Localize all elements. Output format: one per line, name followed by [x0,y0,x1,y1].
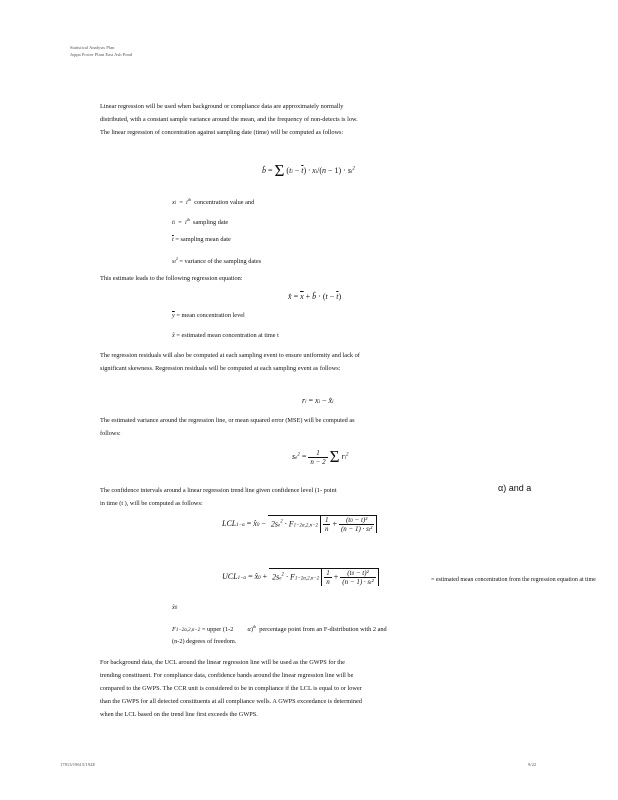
confidence-paragraph: The confidence intervals around a linear regression trend line given confidence level (1- point in time (t ), will be computed as follows: [100,487,337,507]
mse-equation: $se^2$ = $\frac{1}{n - 2}$ Σ $ri^2$ [292,447,349,466]
doc-header-subtitle: Joppa Power Plant East Ash Pond [70,52,133,57]
intro-paragraph: Linear regression will be used when background or compliance data are approximately normally distributed, with a constant sample variance around the mean, and the frequency of non-detects is low. The linear regression of concentration against sampling date (time) will be computed as follows: [100,103,358,136]
definition-tbar-text: = sampling mean date [175,236,231,243]
definition-x-text: concentration value and [194,199,255,207]
ucl-note: = estimated mean concentration from the regression equation at time [431,577,596,583]
slope-equation: b̂ = Σ $(ti - \overline{t}) \cdot xi/(n - 1) \cdot st^2$ [262,161,355,180]
definition-x0: x̂0 [172,604,178,611]
definition-fdist-text-b: percentage point from an F-distribution with 2 and [259,626,387,634]
definition-ybar: $\overline{y}$ = mean concentration level [172,312,245,319]
residuals-paragraph: The regression residuals will also be computed at each sampling event to ensure uniformity and lack of significant skewness. Regression residuals will be computed at each sampling event as follows: [100,352,360,372]
definition-t-text: sampling date [193,219,229,227]
footer-doc-id: 17813/19615/192E [60,762,96,767]
definition-x: xi = $i^{th}$ concentration value and [172,197,255,207]
doc-header-title: Statistical Analysis Plan [70,45,115,50]
mse-paragraph: The estimated variance around the regression line, or mean squared error (MSE) will be computed as follows: [100,417,355,437]
definition-st2: $st^2$ = variance of the sampling dates [172,256,262,266]
definition-t: ti = $i^{th}$ sampling date [172,217,229,227]
definition-ybar-text: = mean concentration level [176,312,245,319]
footer-page-number: 9/22 [528,762,537,767]
closing-paragraph: For background data, the UCL around the linear regression line will be used as the GWPS for the trending constituent. For compliance data, confidence bands around the linear regression line will be compared to the GWPS. The CCR unit is considered to be in compliance if the LCL is equal to or lower than the GWPS for all detected constituents at all compliance wells. A GWPS exceedance is determined when the LCL based on the trend line first exceeds the GWPS. [100,659,362,718]
definition-dof: (n-2) degrees of freedom. [172,638,237,645]
definition-xhat-text: = estimated mean concentration at time t [176,332,279,339]
definition-st2-text: = variance of the sampling dates [179,258,262,266]
definition-fdist: F1−2α,2,n−2 = upper (1-2 α)$^{th}$ percentage point from an F-distribution with 2 and [172,624,387,634]
definition-tbar: $\overline{t}$ = sampling mean date [172,236,231,243]
stray-fragment: α) and a [498,483,532,493]
estimate-paragraph: This estimate leads to the following regression equation: [100,275,243,282]
ucl-equation: UCL1−α = x̂0 + $2se^2 \cdot F1-2\alpha,2,n-2$ $\frac{1}{n}$ + $\frac{(t0 - \overline{t})^2}{\text{(n − 1) · st²}}$ [222,568,379,586]
residual-equation: ri = xi − x̂i [302,396,334,405]
definition-xhat: x̂ = estimated mean concentration at time t [172,332,279,339]
definition-fdist-text: = upper (1-2 [201,626,234,634]
regression-equation: x̂ = $\overline{x}$ + b̂ · $(t - \overline{t})$ [288,292,342,301]
lcl-equation: LCL1−α = x̂0 − $2se^2 \cdot F1-2\alpha,2,n-2$ $\frac{1}{n}$ + $\frac{(t0 - \overline{t})^2}{\text{(n − 1) · st²}}$ [222,515,377,533]
